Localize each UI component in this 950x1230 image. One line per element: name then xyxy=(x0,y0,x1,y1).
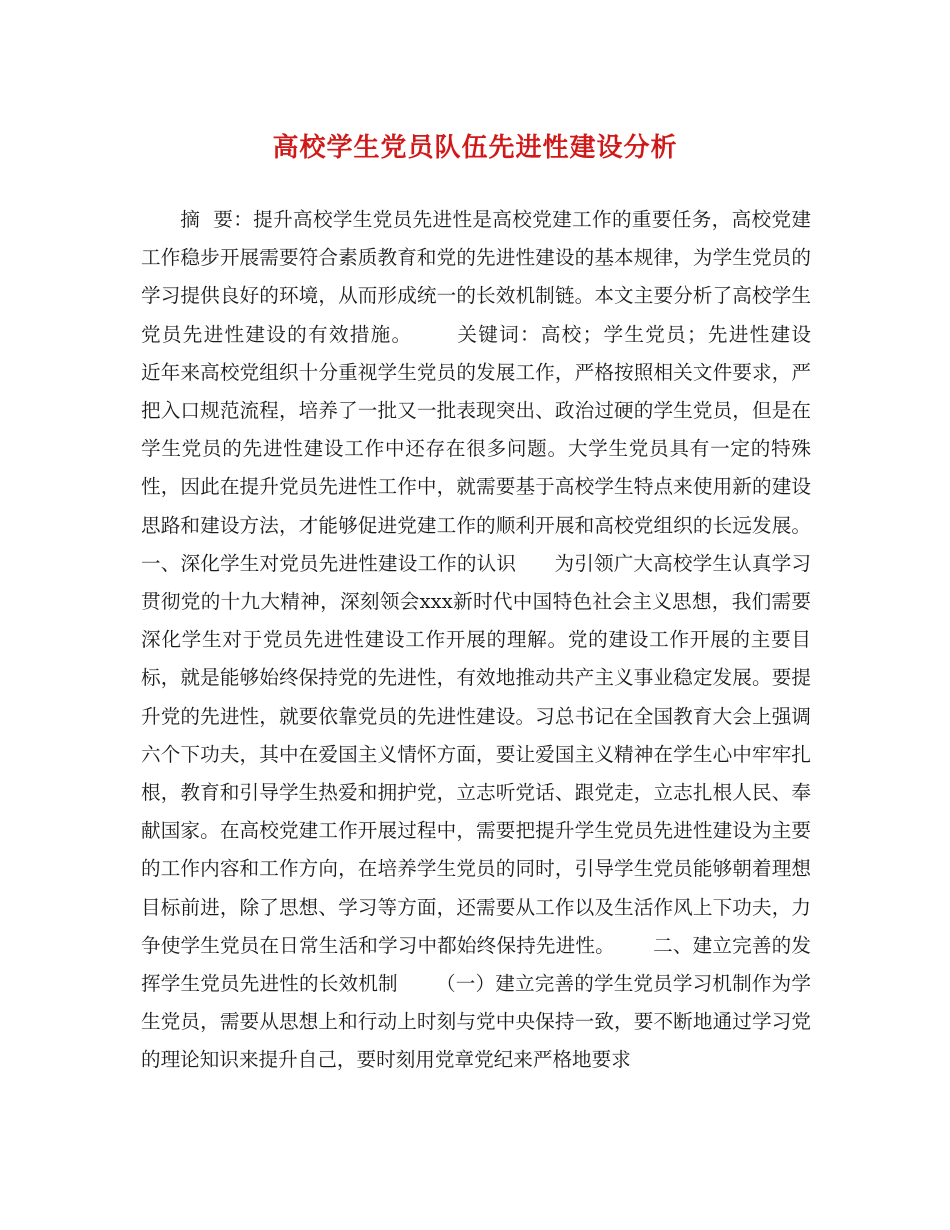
document-title: 高校学生党员队伍先进性建设分析 xyxy=(272,133,678,163)
document-body-text: 摘 要：提升高校学生党员先进性是高校党建工作的重要任务，高校党建工作稳步开展需要符合素质教育和党的先进性建设的基本规律，为学生党员的学习提供良好的环境，从而形成统一的长效机制链。本文主要分析了高校学生党员先进性建设的有效措施。 关键词：高校；学生党员；先进性建设 近年来高校党组织十分重视学生党员的发展工作，严格按照相关文件要求，严把入口规范流程，培养了一批又一批表现突出、政治过硬的学生党员，但是在学生党员的先进性建设工作中还存在很多问题。大学生党员具有一定的特殊性，因此在提升党员先进性工作中，就需要基于高校学生特点来使用新的建设思路和建设方法，才能够促进党建工作的顺利开展和高校党组织的长远发展。 一、深化学生对党员先进性建设工作的认识 为引领广大高校学生认真学习贯彻党的十九大精神，深刻领会xxx新时代中国特色社会主义思想，我们需要深化学生对于党员先进性建设工作开展的理解。党的建设工作开展的主要目标，就是能够始终保持党的先进性，有效地推动共产主义事业稳定发展。要提升党的先进性，就要依靠党员的先进性建设。习总书记在全国教育大会上强调六个下功夫，其中在爱国主义情怀方面，要让爱国主义精神在学生心中牢牢扎根，教育和引导学生热爱和拥护党，立志听党话、跟党走，立志扎根人民、奉献国家。在高校党建工作开展过程中，需要把提升学生党员先进性建设为主要的工作内容和工作方向，在培养学生党员的同时，引导学生党员能够朝着理想目标前进，除了思想、学习等方面，还需要从工作以及生活作风上下功夫，力争使学生党员在日常生活和学习中都始终保持先进性。 二、建立完善的发挥学生党员先进性的长效机制 （一）建立完善的学生党员学习机制作为学生党员，需要从思想上和行动上时刻与党中央保持一致，要不断地通过学习党的理论知识来提升自己，要时刻用党章党纪来严格地要求 xyxy=(141,208,849,1072)
